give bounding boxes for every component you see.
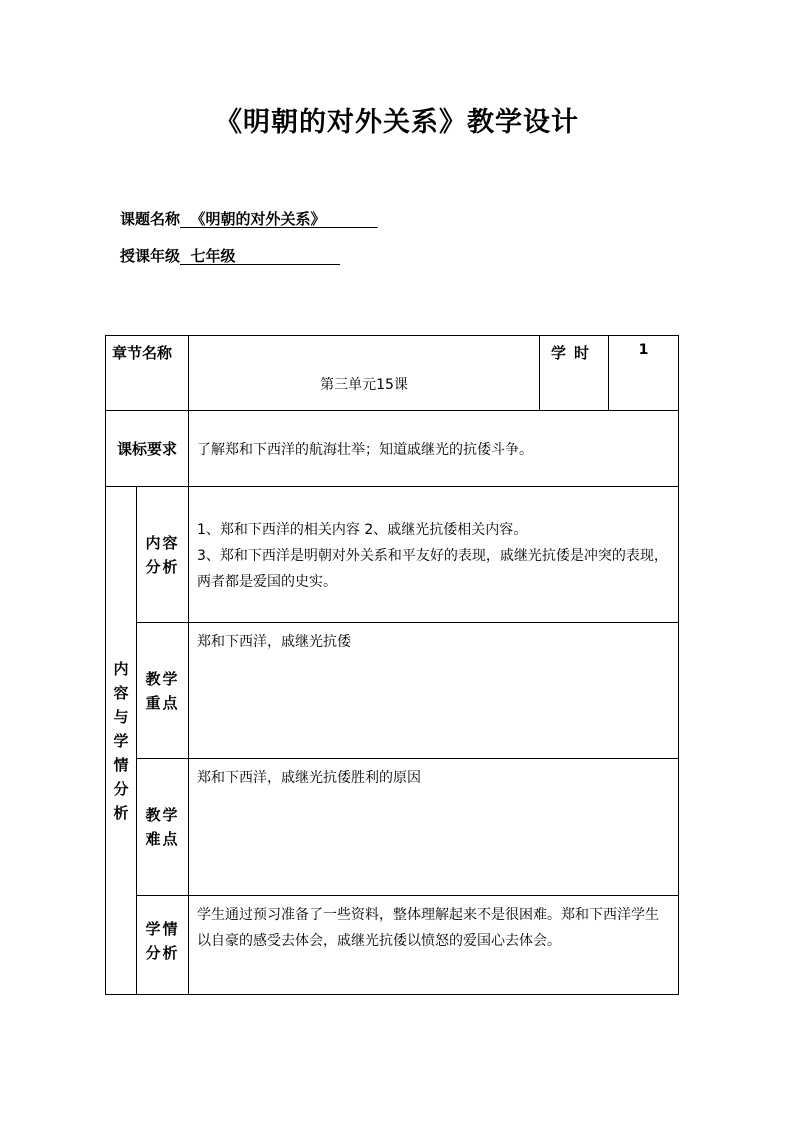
grade-label: 授课年级: [120, 247, 181, 265]
content-value: [189, 487, 679, 623]
row-standard: [106, 411, 679, 487]
lesson-plan-table: [105, 335, 679, 995]
hours-label: 学时: [540, 336, 609, 411]
standard-label: 课标要求: [106, 411, 189, 487]
chapter-value: 第三单元15课: [189, 336, 540, 411]
student-label: 学情分析: [137, 896, 189, 995]
content-label: 内容分析: [137, 487, 189, 623]
course-name-line: [120, 208, 378, 229]
focus-value: 郑和下西洋，戚继光抗倭: [189, 623, 679, 759]
row-focus: [106, 623, 679, 759]
course-name-label: 课题名称: [120, 210, 181, 228]
page-title: 《明朝的对外关系》教学设计: [215, 107, 579, 138]
content-line-1: 1、郑和下西洋的相关内容 2、戚继光抗倭相关内容。: [197, 522, 528, 538]
row-content: [106, 487, 679, 623]
row-difficulty: [106, 759, 679, 896]
chapter-label: 章节名称: [106, 336, 189, 411]
section-label: 内容与学情分析: [106, 487, 137, 995]
student-value: 学生通过预习准备了一些资料，整体理解起来不是很困难。郑和下西洋学生以自豪的感受去体会，戚继光抗倭以愤怒的爱国心去体会。: [189, 896, 679, 995]
hours-value: 1: [609, 336, 679, 411]
row-chapter: [106, 336, 679, 411]
difficulty-label: 教学难点: [137, 759, 189, 896]
focus-label: 教学重点: [137, 623, 189, 759]
standard-value: 了解郑和下西洋的航海壮举；知道戚继光的抗倭斗争。: [189, 411, 679, 487]
course-name-value: 《明朝的对外关系》: [190, 210, 326, 228]
difficulty-value: 郑和下西洋，戚继光抗倭胜利的原因: [189, 759, 679, 896]
row-student: [106, 896, 679, 995]
content-line-2: 3、郑和下西洋是明朝对外关系和平友好的表现，戚继光抗倭是冲突的表现，两者都是爱国的史实。: [197, 548, 668, 590]
grade-value: 七年级: [190, 247, 236, 265]
grade-line: [120, 245, 340, 266]
